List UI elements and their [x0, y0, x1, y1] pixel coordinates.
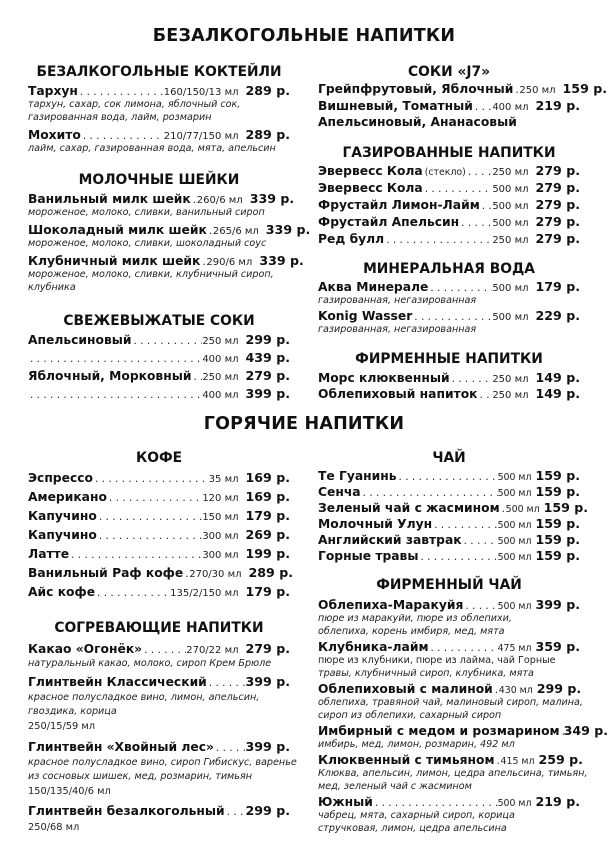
item-price: 169 р.	[245, 470, 290, 485]
section-title-warming: СОГРЕВАЮЩИЕ НАПИТКИ	[54, 620, 264, 636]
item-name: Какао «Огонёк»	[28, 642, 143, 656]
section-title-coffee: КОФЕ	[135, 450, 183, 466]
item-price: 279 р.	[535, 214, 580, 229]
item-name: Английский завтрак	[318, 533, 462, 547]
menu-item	[28, 546, 290, 562]
item-volume: 135/2/150 мл	[170, 588, 239, 599]
item-description: стручковая, лимон, цедра апельсина	[318, 823, 507, 834]
item-volume: 415 мл	[500, 756, 535, 767]
dot-leader	[191, 371, 202, 383]
item-volume: 400 мл	[202, 390, 239, 401]
item-description: газированная вода, лайм, розмарин	[28, 112, 212, 123]
menu-item	[28, 527, 290, 543]
dot-leader	[97, 511, 202, 523]
menu-item	[28, 332, 290, 348]
item-description: мед, зеленый чай с жасмином	[318, 781, 472, 792]
item-price: 219 р.	[535, 794, 580, 809]
dot-leader	[81, 130, 164, 142]
menu-item	[318, 115, 580, 131]
item-description: пюре из маракуйи, пюре из облепихи,	[318, 613, 512, 624]
item-volume: 500 мл	[492, 201, 529, 212]
menu-item	[318, 308, 580, 324]
item-volume: 250 мл	[519, 85, 556, 96]
item-price: 159 р.	[535, 548, 580, 563]
menu-item	[318, 468, 580, 484]
item-volume: 300 мл	[202, 531, 239, 542]
item-name: Клюквенный с тимьяном	[318, 753, 495, 767]
menu-item	[318, 516, 580, 532]
item-price: 299 р.	[245, 332, 290, 347]
item-price: 149 р.	[535, 370, 580, 385]
item-volume: 475 мл	[497, 643, 532, 654]
item-volume: 300 мл	[202, 550, 239, 561]
item-name: Горные травы	[318, 549, 419, 563]
dot-leader	[28, 389, 202, 401]
section-title-soda: ГАЗИРОВАННЫЕ НАПИТКИ	[342, 145, 556, 161]
dot-leader	[28, 353, 202, 365]
menu-item	[318, 81, 608, 97]
item-name: Эспрессо	[28, 471, 93, 485]
item-name: Мохито	[28, 128, 81, 142]
item-price: 279 р.	[535, 231, 580, 246]
item-price: 339 р.	[249, 191, 295, 206]
item-volume: 250 мл	[202, 336, 239, 347]
item-volume: 250/68 мл	[28, 822, 80, 833]
item-price: 289 р.	[245, 127, 290, 142]
dot-leader	[462, 535, 498, 547]
menu-item	[28, 565, 293, 581]
section-title-tea: ЧАЙ	[432, 450, 466, 466]
dot-leader	[93, 473, 209, 485]
item-price: 339 р.	[259, 253, 304, 268]
item-volume: 250 мл	[492, 167, 529, 178]
item-description: красное полусладкое вино, лимон, апельсин,	[28, 692, 260, 703]
item-price: 179 р.	[245, 584, 290, 599]
item-name: Ванильный Раф кофе	[28, 566, 184, 580]
item-description: имбирь, мед, лимон, розмарин, 492 мл	[318, 739, 515, 750]
item-volume: 150/135/40/6 мл	[28, 786, 111, 797]
menu-item	[28, 508, 290, 524]
dot-leader	[95, 587, 170, 599]
item-price: 289 р.	[248, 565, 293, 580]
item-volume: 260/6 мл	[196, 195, 243, 206]
item-description: сироп из облепихи, сахарный сироп	[318, 710, 502, 721]
menu-item	[28, 127, 290, 143]
item-price: 349 р.	[563, 723, 608, 738]
hot-drinks-title: ГОРЯЧИЕ НАПИТКИ	[203, 414, 405, 434]
item-volume: 150 мл	[202, 512, 239, 523]
page-title: БЕЗАЛКОГОЛЬНЫЕ НАПИТКИ	[152, 26, 456, 46]
dot-leader	[132, 335, 203, 347]
item-name: Эвервесс Кола	[318, 164, 423, 178]
item-name: Фрустайл Лимон-Лайм	[318, 198, 480, 212]
dot-leader	[478, 389, 493, 401]
item-price: 299 р.	[536, 681, 582, 696]
item-price: 299 р.	[245, 803, 290, 818]
item-description: гвоздика, корица	[28, 706, 117, 717]
item-volume: 270/22 мл	[186, 645, 239, 656]
item-name: Зеленый чай с жасмином	[318, 501, 500, 515]
item-price: 399 р.	[245, 386, 290, 401]
dot-leader	[412, 311, 492, 323]
menu-item	[28, 470, 290, 486]
dot-leader	[78, 86, 164, 98]
menu-item	[28, 253, 304, 269]
dot-leader	[459, 217, 492, 229]
item-name: Облепиховый напиток	[318, 387, 478, 401]
menu-item	[28, 222, 311, 238]
item-volume: 500 мл	[497, 536, 532, 547]
item-name: Клубника-лайм	[318, 640, 429, 654]
dot-leader	[361, 487, 498, 499]
section-title-signature-drinks: ФИРМЕННЫЕ НАПИТКИ	[355, 351, 543, 367]
item-description: лайм, сахар, газированная вода, мята, апельсин	[28, 143, 276, 154]
item-price: 269 р.	[245, 527, 290, 542]
item-description: чабрец, мята, сахарный сироп, корица	[318, 810, 515, 821]
item-price: 159 р.	[562, 81, 608, 96]
item-price: 159 р.	[535, 484, 580, 499]
item-volume: 400 мл	[492, 102, 529, 113]
item-description: мороженое, молоко, сливки, ванильный сироп	[28, 207, 265, 218]
item-volume: 35 мл	[208, 474, 239, 485]
item-price: 179 р.	[245, 508, 290, 523]
item-price: 159 р.	[535, 532, 580, 547]
item-name: Вишневый, Томатный	[318, 99, 473, 113]
item-description: газированная, негазированная	[318, 295, 477, 306]
item-name: Яблочный, Морковный	[28, 369, 192, 383]
item-name: Американо	[28, 490, 107, 504]
item-description: из сосновых шишек, мед, розмарин, тимьян	[28, 771, 252, 782]
item-description: клубника	[28, 282, 76, 293]
dot-leader	[450, 373, 493, 385]
item-price: 279 р.	[535, 180, 580, 195]
item-name: Глинтвейн «Хвойный лес»	[28, 740, 214, 754]
item-name: Эвервесс Кола	[318, 181, 423, 195]
item-volume: 500 мл	[492, 218, 529, 229]
menu-item	[318, 548, 580, 564]
item-name: Шоколадный милк шейк	[28, 223, 207, 237]
item-volume: 500 мл	[497, 520, 532, 531]
item-price: 229 р.	[535, 308, 580, 323]
item-price: 179 р.	[535, 279, 580, 294]
item-name: Konig Wasser	[318, 309, 413, 323]
item-name: Облепиха-Маракуйя	[318, 598, 464, 612]
dot-leader	[373, 797, 498, 809]
item-name: Имбирный с медом и розмарином	[318, 724, 560, 738]
menu-item	[318, 163, 580, 179]
menu-item	[318, 370, 580, 386]
item-price: 279 р.	[535, 163, 580, 178]
dot-leader	[463, 600, 497, 612]
menu-item	[318, 752, 583, 768]
dot-leader	[429, 642, 498, 654]
menu-item	[318, 197, 580, 213]
item-volume: 500 мл	[497, 552, 532, 563]
menu-item	[28, 386, 290, 402]
menu-item	[28, 803, 290, 819]
dot-leader	[225, 806, 246, 818]
item-name: Молочный Улун	[318, 517, 433, 531]
item-volume: 500 мл	[505, 504, 540, 515]
dot-leader	[473, 101, 492, 113]
item-price: 399 р.	[245, 674, 290, 689]
dot-leader	[207, 677, 246, 689]
item-description: облепиха, корень имбиря, мед, мята	[318, 626, 505, 637]
item-price: 149 р.	[535, 386, 580, 401]
item-name: Аква Минерале	[318, 280, 429, 294]
section-title-signature-tea: ФИРМЕННЫЙ ЧАЙ	[376, 577, 522, 593]
item-description: красное полусладкое вино, сироп Гибискус, варенье	[28, 757, 297, 768]
item-price: 359 р.	[535, 639, 580, 654]
item-volume: 500 мл	[497, 601, 532, 612]
item-price: 199 р.	[245, 546, 290, 561]
item-description: натуральный какао, молоко, сироп Крем Брюле	[28, 658, 272, 669]
item-volume: 250/15/59 мл	[28, 721, 95, 732]
menu-item	[318, 231, 580, 247]
menu-item	[28, 350, 290, 366]
item-price: 399 р.	[245, 739, 290, 754]
item-name: Южный	[318, 795, 373, 809]
menu-item	[318, 794, 580, 810]
item-volume: 500 мл	[492, 184, 529, 195]
item-volume: 250 мл	[492, 374, 529, 385]
menu-item	[318, 681, 580, 697]
dot-leader	[428, 282, 492, 294]
menu-item	[318, 723, 608, 739]
menu-item	[318, 279, 580, 295]
item-price: 279 р.	[245, 641, 290, 656]
item-name: Облепиховый с малиной	[318, 682, 493, 696]
dot-leader	[418, 551, 497, 563]
item-name: Глинтвейн Классический	[28, 675, 207, 689]
menu-item	[318, 180, 580, 196]
item-price: 289 р.	[245, 83, 290, 98]
section-title-mineral: МИНЕРАЛЬНАЯ ВОДА	[363, 261, 535, 277]
item-volume: 250 мл	[202, 372, 239, 383]
item-name: Фрустайл Апельсин	[318, 215, 460, 229]
menu-item	[28, 368, 290, 384]
dot-leader	[69, 549, 202, 561]
menu-item	[318, 98, 580, 114]
item-volume: 290/6 мл	[206, 257, 253, 268]
item-name: Капучино	[28, 528, 97, 542]
item-price: 339 р.	[265, 222, 311, 237]
section-title-cocktails: БЕЗАЛКОГОЛЬНЫЕ КОКТЕЙЛИ	[36, 64, 282, 80]
menu-item	[318, 500, 589, 516]
item-name: Латте	[28, 547, 70, 561]
section-title-juices: СОКИ «J7»	[407, 64, 491, 80]
dot-leader	[384, 234, 492, 246]
item-description: пюре из клубники, пюре из лайма, чай Горные	[318, 655, 556, 666]
dot-leader	[214, 742, 246, 754]
menu-item	[28, 489, 290, 505]
item-price: 159 р.	[535, 516, 580, 531]
item-name: Сенча	[318, 485, 361, 499]
item-name: Апельсиновый	[28, 333, 132, 347]
menu-item	[28, 191, 295, 207]
item-name: Ванильный милк шейк	[28, 192, 191, 206]
item-volume: 160/150/13 мл	[163, 87, 239, 98]
item-name: Айс кофе	[28, 585, 96, 599]
dot-leader	[107, 492, 202, 504]
menu-item	[318, 484, 580, 500]
dot-leader	[432, 519, 497, 531]
item-name: Клубничный милк шейк	[28, 254, 201, 268]
item-price: 159 р.	[535, 468, 580, 483]
item-price: 159 р.	[543, 500, 589, 515]
item-name: Ред булл	[318, 232, 385, 246]
menu-item	[28, 584, 290, 600]
item-volume: 430 мл	[498, 685, 533, 696]
item-volume: 120 мл	[202, 493, 239, 504]
item-volume: 500 мл	[497, 488, 532, 499]
item-description: газированная, негазированная	[318, 324, 477, 335]
menu-item	[28, 739, 290, 755]
dot-leader	[466, 166, 492, 178]
item-price: 219 р.	[535, 98, 580, 113]
menu-item	[28, 641, 290, 657]
dot-leader	[142, 644, 186, 656]
item-volume: 210/77/150 мл	[163, 131, 239, 142]
menu-item	[318, 386, 580, 402]
item-price: 169 р.	[245, 489, 290, 504]
item-volume: 265/6 мл	[212, 226, 259, 237]
item-description: Клюква, апельсин, лимон, цедра апельсина, тимьян,	[318, 768, 588, 779]
item-name: Морс клюквенный	[318, 371, 450, 385]
item-name: Те Гуанинь	[318, 469, 397, 483]
menu-item	[28, 83, 290, 99]
item-description: травы, клубничный сироп, клубника, мята	[318, 668, 534, 679]
item-volume: 250 мл	[492, 235, 529, 246]
item-price: 279 р.	[535, 197, 580, 212]
menu-item	[318, 597, 580, 613]
item-volume: 500 мл	[492, 312, 529, 323]
menu-item	[318, 214, 580, 230]
item-name: Капучино	[28, 509, 97, 523]
menu-item	[28, 674, 290, 690]
menu-item	[318, 639, 580, 655]
dot-leader	[480, 200, 493, 212]
item-volume: 500 мл	[497, 472, 532, 483]
item-price: 439 р.	[245, 350, 290, 365]
dot-leader	[397, 471, 498, 483]
item-note: (стекло)	[424, 167, 466, 178]
dot-leader	[423, 183, 493, 195]
item-price: 259 р.	[538, 752, 583, 767]
item-volume: 270/30 мл	[189, 569, 242, 580]
section-title-fresh: СВЕЖЕВЫЖАТЫЕ СОКИ	[63, 313, 255, 329]
item-name: Апельсиновый, Ананасовый	[318, 115, 517, 129]
item-volume: 250 мл	[492, 390, 529, 401]
item-description: тархун, сахар, сок лимона, яблочный сок,	[28, 99, 241, 110]
item-name: Глинтвейн безалкогольный	[28, 804, 225, 818]
item-name: Тархун	[28, 84, 78, 98]
item-description: мороженое, молоко, сливки, клубничный сироп,	[28, 269, 274, 280]
item-description: мороженое, молоко, сливки, шоколадный соус	[28, 238, 267, 249]
item-price: 399 р.	[535, 597, 580, 612]
item-volume: 500 мл	[492, 283, 529, 294]
item-description: облепиха, травяной чай, малиновый сироп, малина,	[318, 697, 583, 708]
dot-leader	[97, 530, 202, 542]
section-title-shakes: МОЛОЧНЫЕ ШЕЙКИ	[78, 172, 240, 188]
menu-item	[318, 532, 580, 548]
item-price: 279 р.	[245, 368, 290, 383]
item-name: Грейпфрутовый, Яблочный	[318, 82, 514, 96]
item-volume: 500 мл	[497, 798, 532, 809]
item-volume: 400 мл	[202, 354, 239, 365]
